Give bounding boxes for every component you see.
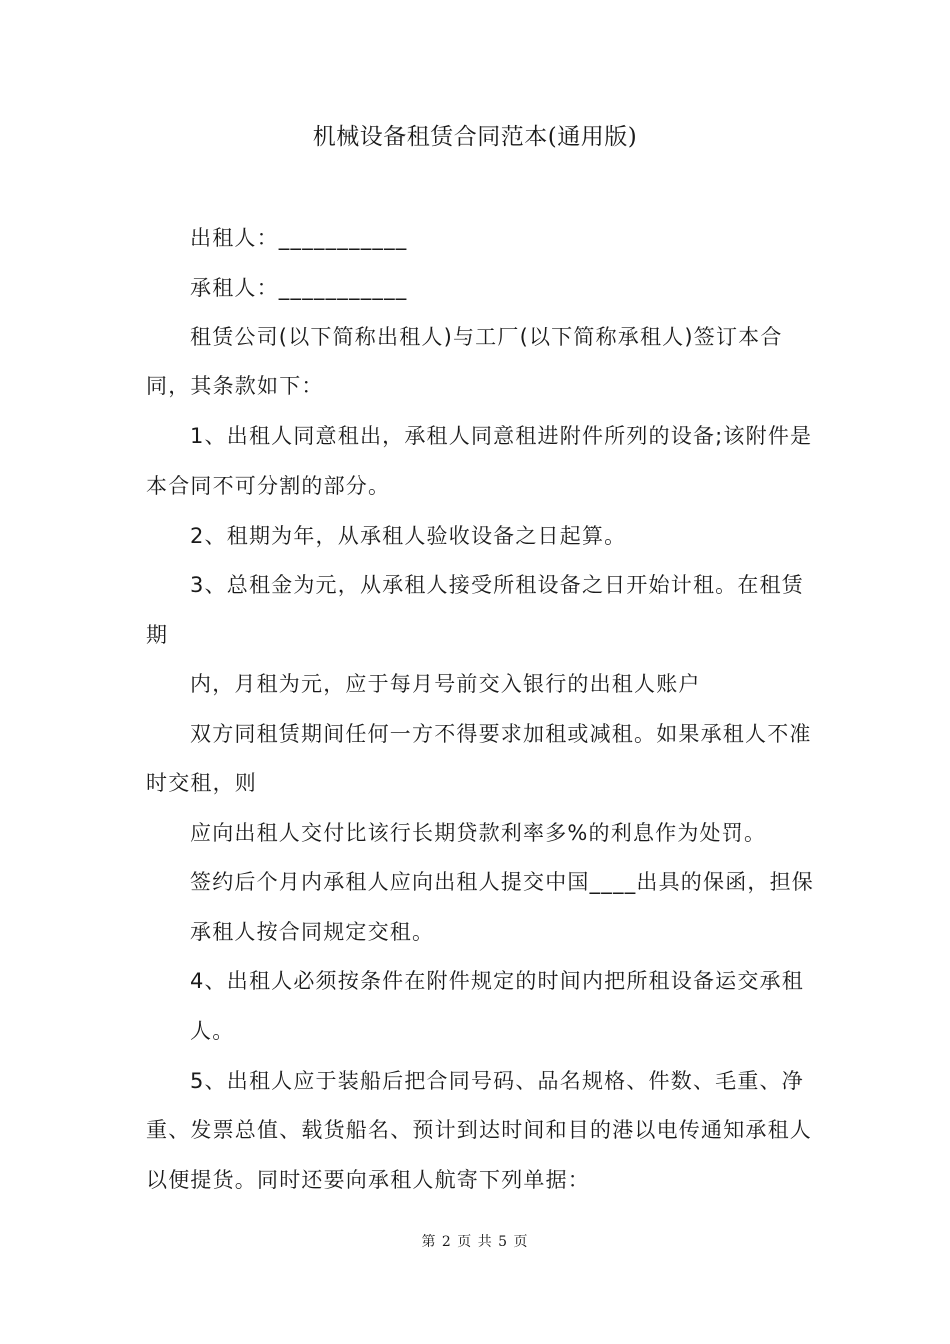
clause-1-line-2: 本合同不可分割的部分。 <box>146 474 391 498</box>
clause-3-line-7: 签约后个月内承租人应向出租人提交中国____出具的保函，担保 <box>190 870 814 894</box>
clause-3-line-3: 内，月租为元，应于每月号前交入银行的出租人账户 <box>190 672 701 696</box>
clause-5-line-2: 重、发票总值、载货船名、预计到达时间和目的港以电传通知承租人 <box>146 1118 812 1142</box>
clause-3-line-6: 应向出租人交付比该行长期贷款利率多%的利息作为处罚。 <box>190 821 767 845</box>
clause-3-line-2: 期 <box>146 623 169 647</box>
lessor-line: 出租人：___________ <box>190 226 408 250</box>
clause-4-line-2: 人。 <box>190 1019 235 1043</box>
clause-5-line-1: 5、出租人应于装船后把合同号码、品名规格、件数、毛重、净 <box>190 1069 804 1093</box>
clause-5-line-3: 以便提货。同时还要向承租人航寄下列单据： <box>146 1168 590 1192</box>
clause-1-line-1: 1、出租人同意租出，承租人同意租进附件所列的设备;该附件是 <box>190 424 813 448</box>
clause-3-line-4: 双方同租赁期间任何一方不得要求加租或减租。如果承租人不准 <box>190 722 812 746</box>
clause-3-line-1: 3、总租金为元，从承租人接受所租设备之日开始计租。在租赁 <box>190 573 804 597</box>
clause-2-line: 2、租期为年，从承租人验收设备之日起算。 <box>190 524 627 548</box>
clause-3-line-5: 时交租，则 <box>146 771 257 795</box>
lessee-line: 承租人：___________ <box>190 276 408 300</box>
document-title: 机械设备租赁合同范本(通用版) <box>312 124 638 150</box>
page-footer: 第 2 页 共 5 页 <box>421 1234 529 1250</box>
intro-line-2: 同，其条款如下： <box>146 374 324 398</box>
clause-4-line-1: 4、出租人必须按条件在附件规定的时间内把所租设备运交承租 <box>190 969 804 993</box>
intro-line-1: 租赁公司(以下简称出租人)与工厂(以下简称承租人)签订本合 <box>190 325 783 349</box>
clause-3-line-8: 承租人按合同规定交租。 <box>190 920 435 944</box>
